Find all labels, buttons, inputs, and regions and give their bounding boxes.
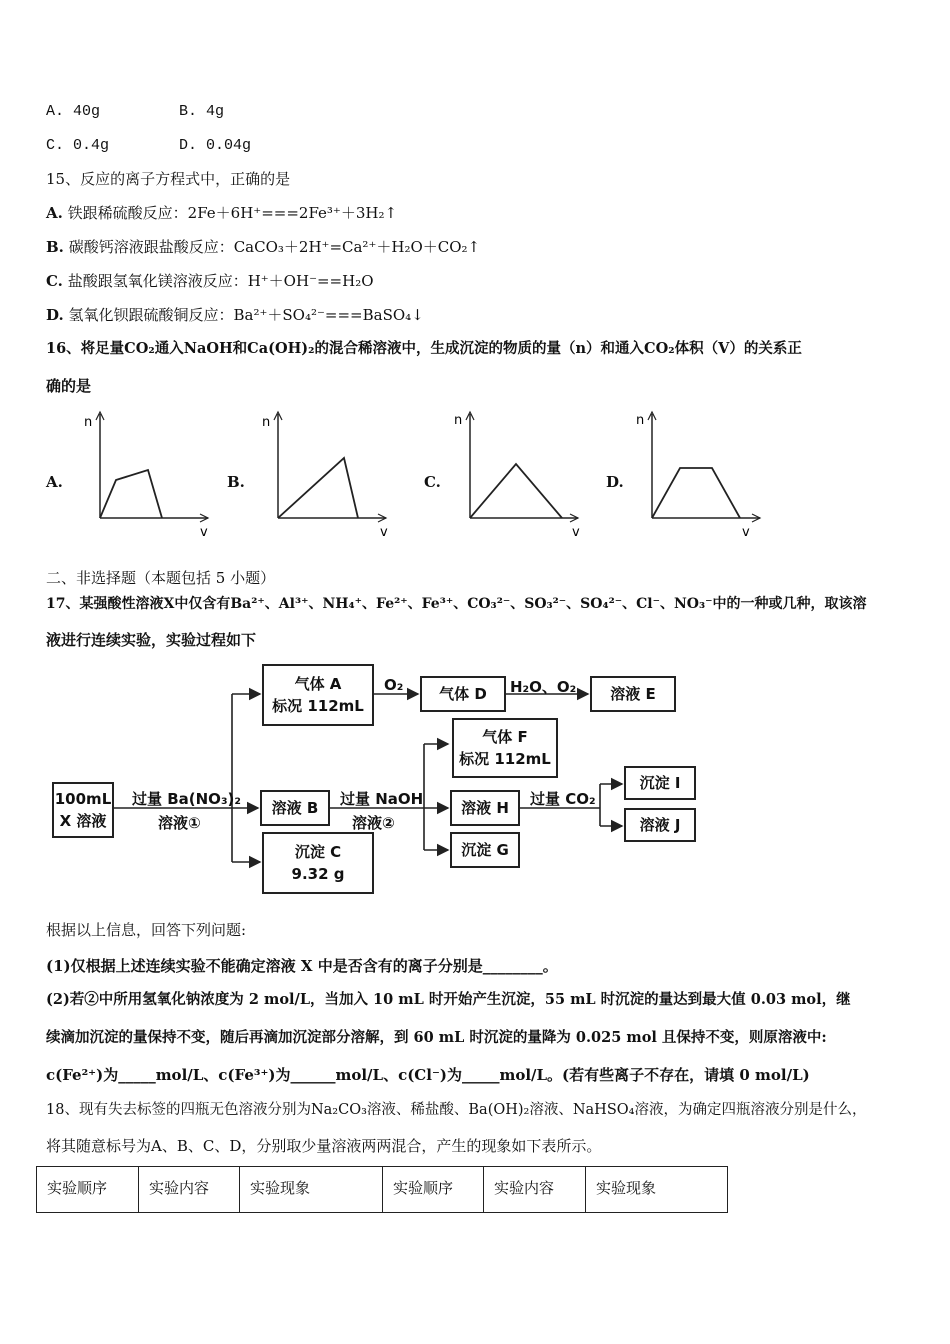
q16-graph-d xyxy=(632,408,767,540)
q16-graph-a xyxy=(80,408,215,540)
box-gas-a: 气体 A 标况 112mL xyxy=(262,664,374,726)
table-header-cell: 实验现象 xyxy=(586,1167,728,1213)
q17-part2-line1: (2)若②中所用氢氧化钠浓度为 2 mol/L，当加入 10 mL 时开始产生沉淀，55 mL 时沉淀的量达到最大值 0.03 mol，继 xyxy=(46,991,851,1008)
box-solution-e: 溶液 E xyxy=(590,676,676,712)
q14-option-d: D. 0.04g xyxy=(179,137,252,154)
box-gas-d: 气体 D xyxy=(420,676,506,712)
q17-stem-line2: 液进行连续实验，实验过程如下 xyxy=(46,631,257,649)
q16-graph-b-y-label: n xyxy=(262,415,271,430)
q17-flowchart xyxy=(44,660,704,900)
q16-graph-c-x-label: v xyxy=(572,525,580,540)
q14-option-c: C. 0.4g xyxy=(46,137,110,154)
q16-graph-d-curve xyxy=(652,468,740,518)
q17-part1: (1)仅根据上述连续实验不能确定溶液 X 中是否含有的离子分别是________。 xyxy=(46,957,558,975)
q16-graph-d-x-label: v xyxy=(742,525,750,540)
q16-stem-line2: 确的是 xyxy=(46,377,92,395)
q17-part2-line3: c(Fe²⁺)为_____mol/L、c(Fe³⁺)为______mol/L、c(Cl⁻)为_____mol/L。(若有些离子不存在，请填 0 mol/L) xyxy=(46,1066,810,1084)
table-header-cell: 实验现象 xyxy=(240,1167,383,1213)
box-precipitate-c: 沉淀 C 9.32 g xyxy=(262,832,374,894)
table-header-cell: 实验顺序 xyxy=(37,1167,139,1213)
q16-graph-c-label: C. xyxy=(424,473,441,491)
q18-line2: 将其随意标号为A、B、C、D，分别取少量溶液两两混合，产生的现象如下表所示。 xyxy=(46,1137,602,1155)
q15-option-b: B. 碳酸钙溶液跟盐酸反应：CaCO₃＋2H⁺=Ca²⁺＋H₂O＋CO₂↑ xyxy=(46,238,481,256)
box-gas-f: 气体 F 标况 112mL xyxy=(452,718,558,778)
q16-graph-a-x-label: v xyxy=(200,525,208,540)
box-solution-j: 溶液 J xyxy=(624,808,696,842)
q18-table xyxy=(36,1166,728,1213)
q16-graph-a-y-label: n xyxy=(84,415,93,430)
label-h2o-o2: H₂O、O₂ xyxy=(510,678,577,696)
label-step2-solution: 溶液② xyxy=(352,814,395,832)
q16-graph-a-curve xyxy=(100,470,162,518)
label-o2: O₂ xyxy=(384,676,404,694)
q15-option-c: C. 盐酸跟氢氧化镁溶液反应：H⁺＋OH⁻==H₂O xyxy=(46,272,374,290)
q16-graph-d-label: D. xyxy=(606,473,624,491)
q16-graph-a-label: A. xyxy=(46,473,63,491)
q16-graph-b-x-label: v xyxy=(380,525,388,540)
q16-graph-d-y-label: n xyxy=(636,413,645,428)
label-step2-reagent: 过量 NaOH xyxy=(340,790,424,808)
q16-graph-c xyxy=(450,408,585,540)
box-start-x-solution: 100mL X 溶液 xyxy=(52,782,114,838)
q16-graph-c-curve xyxy=(470,464,562,518)
box-solution-b: 溶液 B xyxy=(260,790,330,826)
box-precipitate-g: 沉淀 G xyxy=(450,832,520,868)
q17-after: 根据以上信息，回答下列问题: xyxy=(46,921,247,939)
label-step1-solution: 溶液① xyxy=(158,814,201,832)
table-header-cell: 实验内容 xyxy=(139,1167,240,1213)
q16-stem-line1: 16、将足量CO₂通入NaOH和Ca(OH)₂的混合稀溶液中，生成沉淀的物质的量（n）和通入CO₂体积（V）的关系正 xyxy=(46,340,802,357)
q15-option-d: D. 氢氧化钡跟硫酸铜反应：Ba²⁺＋SO₄²⁻===BaSO₄↓ xyxy=(46,306,424,324)
q15-stem: 15、反应的离子方程式中，正确的是 xyxy=(46,170,291,188)
box-solution-h: 溶液 H xyxy=(450,790,520,826)
q14-option-b: B. 4g xyxy=(179,103,225,120)
q16-graph-c-y-label: n xyxy=(454,413,463,428)
q16-graph-b-curve xyxy=(278,458,358,518)
table-row xyxy=(37,1167,728,1213)
q17-part2-line2: 续滴加沉淀的量保持不变，随后再滴加沉淀部分溶解，到 60 mL 时沉淀的量降为 0.025 mol 且保持不变，则原溶液中: xyxy=(46,1029,827,1046)
section2-heading: 二、非选择题（本题包括 5 小题） xyxy=(46,569,276,587)
label-excess-co2: 过量 CO₂ xyxy=(530,790,596,808)
box-precipitate-i: 沉淀 I xyxy=(624,766,696,800)
q18-line1: 18、现有失去标签的四瓶无色溶液分别为Na₂CO₃溶液、稀盐酸、Ba(OH)₂溶液、NaHSO₄溶液，为确定四瓶溶液分别是什么， xyxy=(46,1102,867,1118)
q17-stem-line1: 17、某强酸性溶液X中仅含有Ba²⁺、Al³⁺、NH₄⁺、Fe²⁺、Fe³⁺、CO₃²⁻、SO₃²⁻、SO₄²⁻、Cl⁻、NO₃⁻中的一种或几种，取该溶 xyxy=(46,596,867,612)
q14-option-a: A. 40g xyxy=(46,103,101,120)
table-header-cell: 实验顺序 xyxy=(383,1167,484,1213)
label-step1-reagent: 过量 Ba(NO₃)₂ xyxy=(132,790,241,808)
q15-option-a: A. 铁跟稀硫酸反应：2Fe＋6H⁺===2Fe³⁺＋3H₂↑ xyxy=(46,204,398,222)
q16-graph-b xyxy=(258,408,393,540)
table-header-cell: 实验内容 xyxy=(484,1167,586,1213)
q16-graph-b-label: B. xyxy=(227,473,245,491)
